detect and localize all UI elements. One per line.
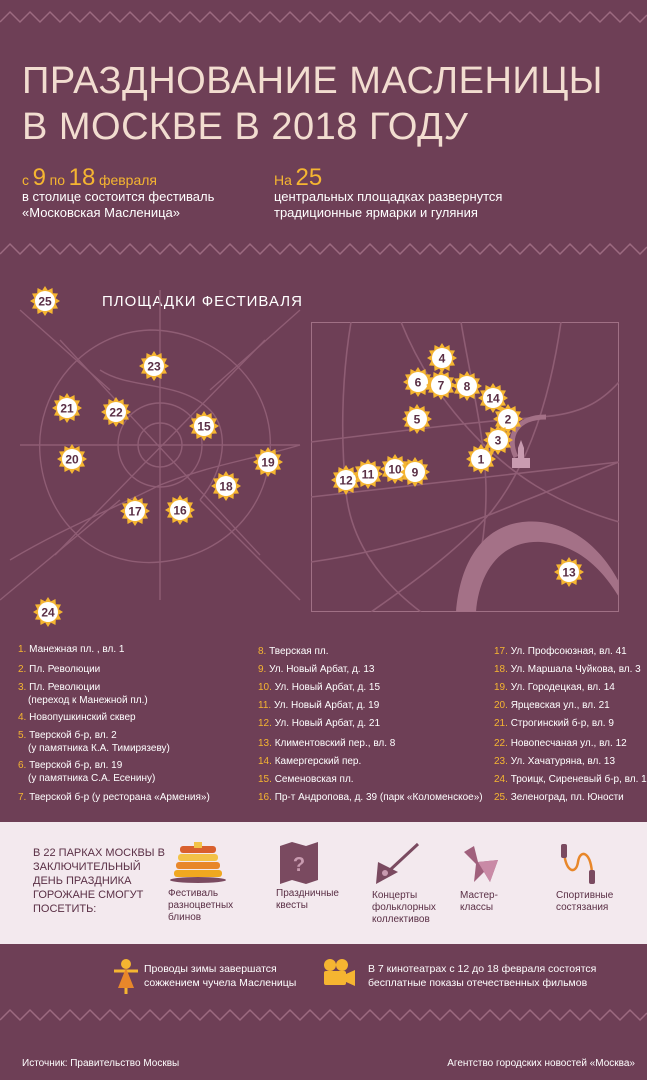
venue-marker-17[interactable] (120, 496, 150, 526)
legend-item: 21. Строгинский б-р, вл. 9 (494, 718, 614, 729)
activity-quests: ? Праздничные квесты (276, 842, 356, 912)
legend-item: 13. Климентовский пер., вл. 8 (258, 738, 396, 749)
legend-item: 20. Ярцевская ул., вл. 21 (494, 700, 610, 711)
effigy-icon (113, 958, 139, 994)
venue-marker-label: 13 (562, 565, 576, 580)
venue-marker-label: 22 (109, 405, 123, 420)
page-title: ПРАЗДНОВАНИЕ МАСЛЕНИЦЫ В МОСКВЕ В 2018 ГОДУ (22, 60, 603, 148)
venue-marker-25[interactable] (30, 286, 60, 316)
venue-marker-21[interactable] (52, 393, 82, 423)
venue-marker-label: 23 (147, 359, 161, 374)
legend-item: 10. Ул. Новый Арбат, д. 15 (258, 682, 381, 693)
dates-stat: с 9 по 18 февраля в столице состоится фестиваль «Московская Масленица» (22, 164, 215, 220)
venue-marker-label: 3 (494, 433, 502, 448)
venue-marker-label: 19 (261, 455, 275, 470)
agency-credit: Агентство городских новостей «Москва» (447, 1058, 635, 1069)
source-credit: Источник: Правительство Москвы (22, 1058, 180, 1069)
legend-item: 22. Новопесчаная ул., вл. 12 (494, 738, 627, 749)
venue-marker-label: 2 (504, 412, 512, 427)
legend-item: 25. Зеленоград, пл. Юности (494, 792, 624, 803)
legend-item: 5. Тверской б-р, вл. 2 (у памятника К.А. Тимирязеву) (18, 730, 170, 754)
venue-marker-label: 1 (477, 452, 485, 467)
venue-marker-label: 21 (60, 401, 74, 416)
legend-item: 4. Новопушкинский сквер (18, 712, 136, 723)
legend (0, 643, 647, 813)
legend-item: 1. Манежная пл. , вл. 1 (18, 644, 125, 655)
effigy-note: Проводы зимы завершатся сожжением чучела Масленицы (144, 963, 297, 989)
venue-marker-label: 24 (41, 605, 55, 620)
map-section-title: ПЛОЩАДКИ ФЕСТИВАЛЯ (102, 293, 303, 310)
center-detail-map (311, 322, 619, 612)
legend-item: 2. Пл. Революции (18, 664, 101, 675)
venue-marker-label: 5 (413, 412, 421, 427)
parks-band (0, 822, 647, 944)
jump-rope-icon (556, 842, 600, 886)
legend-item: 3. Пл. Революции (переход к Манежной пл.) (18, 682, 148, 706)
venue-marker-24[interactable] (33, 597, 63, 627)
venue-marker-label: 4 (438, 351, 446, 366)
legend-item: 17. Ул. Профсоюзная, вл. 41 (494, 646, 627, 657)
venue-marker-label: 25 (38, 294, 52, 309)
venue-marker-label: 14 (486, 391, 500, 406)
legend-item: 11. Ул. Новый Арбат, д. 19 (258, 700, 380, 711)
moscow-overview-map (0, 270, 310, 640)
venue-marker-label: 15 (197, 419, 211, 434)
legend-item: 18. Ул. Маршала Чуйкова, вл. 3 (494, 664, 641, 675)
activity-masterclasses: Мастер- классы (460, 842, 530, 914)
top-ornament (0, 10, 647, 24)
pancakes-icon (168, 842, 228, 884)
venue-marker-label: 17 (128, 504, 142, 519)
legend-item: 23. Ул. Хачатуряна, вл. 13 (494, 756, 616, 767)
venue-marker-label: 11 (361, 467, 375, 482)
venue-marker-label: 6 (414, 375, 422, 390)
activity-pancakes: Фестиваль разноцветных блинов (168, 842, 248, 924)
balalaika-icon (372, 842, 422, 886)
venue-marker-label: 18 (219, 479, 233, 494)
venue-marker-22[interactable] (101, 397, 131, 427)
svg-text:?: ? (292, 854, 306, 876)
parks-intro: В 22 ПАРКАХ МОСКВЫ В ЗАКЛЮЧИТЕЛЬНЫЙ ДЕНЬ ПРАЗДНИКА ГОРОЖАНЕ СМОГУТ ПОСЕТИТЬ: (33, 847, 165, 915)
legend-item: 15. Семеновская пл. (258, 774, 354, 785)
activity-concerts: Концерты фольклорных коллективов (372, 842, 452, 926)
venue-marker-label: 12 (339, 473, 353, 488)
legend-item: 12. Ул. Новый Арбат, д. 21 (258, 718, 381, 729)
divider-ornament (0, 242, 647, 256)
venue-marker-label: 9 (411, 465, 419, 480)
venue-marker-23[interactable] (139, 351, 169, 381)
venue-marker-label: 20 (65, 452, 79, 467)
quest-map-icon (276, 842, 322, 884)
legend-item: 6. Тверской б-р, вл. 19 (у памятника С.А. Есенину) (18, 760, 156, 784)
venue-marker-label: 16 (173, 503, 187, 518)
origami-icon (460, 842, 504, 886)
venue-marker-16[interactable] (165, 495, 195, 525)
venues-stat: На 25 центральных площадках развернутся традиционные ярмарки и гуляния (274, 164, 503, 220)
legend-item: 14. Камергерский пер. (258, 756, 362, 767)
film-camera-icon (322, 958, 356, 988)
venue-marker-label: 8 (463, 379, 471, 394)
legend-item: 24. Троицк, Сиреневый б-р, вл. 1 (494, 774, 647, 785)
bottom-ornament (0, 1008, 647, 1022)
venue-marker-20[interactable] (57, 444, 87, 474)
cinema-note: В 7 кинотеатрах с 12 до 18 февраля состоятся бесплатные показы отечественных фильмов (368, 963, 597, 989)
legend-item: 8. Тверская пл. (258, 646, 329, 657)
legend-item: 7. Тверской б-р (у ресторана «Армения») (18, 792, 210, 803)
venue-marker-label: 7 (437, 378, 445, 393)
legend-item: 16. Пр-т Андропова, д. 39 (парк «Коломенское») (258, 792, 483, 803)
activity-sports: Спортивные состязания (556, 842, 636, 914)
legend-item: 19. Ул. Городецкая, вл. 14 (494, 682, 615, 693)
legend-item: 9. Ул. Новый Арбат, д. 13 (258, 664, 375, 675)
venue-marker-label: 10 (388, 462, 402, 477)
